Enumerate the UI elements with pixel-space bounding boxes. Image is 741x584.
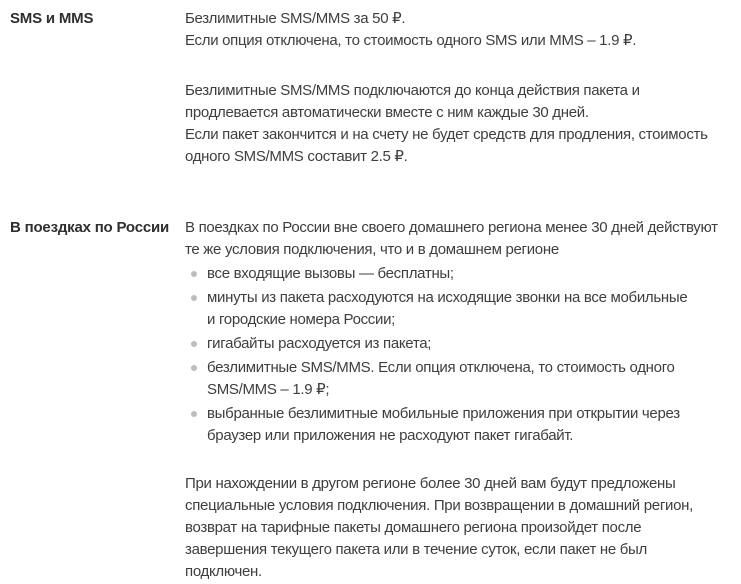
text-line: Безлимитные SMS/MMS подключаются до конца действия пакета и <box>185 82 640 99</box>
list-item <box>185 263 741 285</box>
text-line: подключен. <box>185 563 262 580</box>
list-item-text <box>207 357 675 401</box>
text-line: безлимитные SMS/MMS. Если опция отключена, то стоимость одного <box>207 359 675 376</box>
section-label-sms-mms: SMS и MMS <box>10 10 94 27</box>
text-line: SMS/MMS – 1.9 ₽; <box>207 381 330 398</box>
bullet-icon <box>191 271 197 277</box>
paragraph-sms-price <box>185 8 741 52</box>
text-line: гигабайты расходуется из пакета; <box>207 335 432 352</box>
text-line: минуты из пакета расходуются на исходящие звонки на все мобильные <box>207 289 688 306</box>
text-line: продлевается автоматически вместе с ним каждые 30 дней. <box>185 104 589 121</box>
text-line: В поездках по России вне своего домашнего региона менее 30 дней действуют <box>185 219 718 236</box>
paragraph-other-region <box>185 473 741 583</box>
section-label-travel-russia: В поездках по России <box>10 219 170 236</box>
text-line: При нахождении в другом регионе более 30 дней вам будут предложены <box>185 475 676 492</box>
list-item-text <box>207 287 687 331</box>
section-travel-russia <box>10 217 741 583</box>
list-item-text <box>207 263 454 285</box>
text-line: специальные условия подключения. При возвращении в домашний регион, <box>185 497 693 514</box>
text-line: те же условия подключения, что и в домашнем регионе <box>185 241 559 258</box>
travel-conditions-list <box>185 263 741 447</box>
text-line: браузер или приложения не расходуют пакет гигабайт. <box>207 427 574 444</box>
text-line: Безлимитные SMS/MMS за 50 ₽. <box>185 10 406 27</box>
text-line: Если пакет закончится и на счету не будет средств для продления, стоимость <box>185 126 708 143</box>
section-sms-mms <box>10 8 741 168</box>
bullet-icon <box>191 295 197 301</box>
bullet-icon <box>191 365 197 371</box>
list-item-text <box>207 403 680 447</box>
paragraph-sms-renewal <box>185 80 741 168</box>
text-line: и городские номера России; <box>207 311 396 328</box>
text-line: выбранные безлимитные мобильные приложения при открытии через <box>207 405 680 422</box>
section-content-sms-mms <box>185 8 741 168</box>
text-line: все входящие вызовы — бесплатны; <box>207 265 454 282</box>
list-item-text <box>207 333 431 355</box>
text-line: возврат на тарифные пакеты домашнего региона произойдет после <box>185 519 642 536</box>
bullet-icon <box>191 411 197 417</box>
text-line: одного SMS/MMS составит 2.5 ₽. <box>185 148 408 165</box>
text-line: Если опция отключена, то стоимость одного SMS или MMS – 1.9 ₽. <box>185 32 637 49</box>
paragraph-travel-intro <box>185 217 741 261</box>
list-item <box>185 287 741 331</box>
text-line: завершения текущего пакета или в течение суток, если пакет не был <box>185 541 647 558</box>
list-item <box>185 333 741 355</box>
list-item <box>185 357 741 401</box>
list-item <box>185 403 741 447</box>
section-content-travel-russia <box>185 217 741 583</box>
bullet-icon <box>191 341 197 347</box>
